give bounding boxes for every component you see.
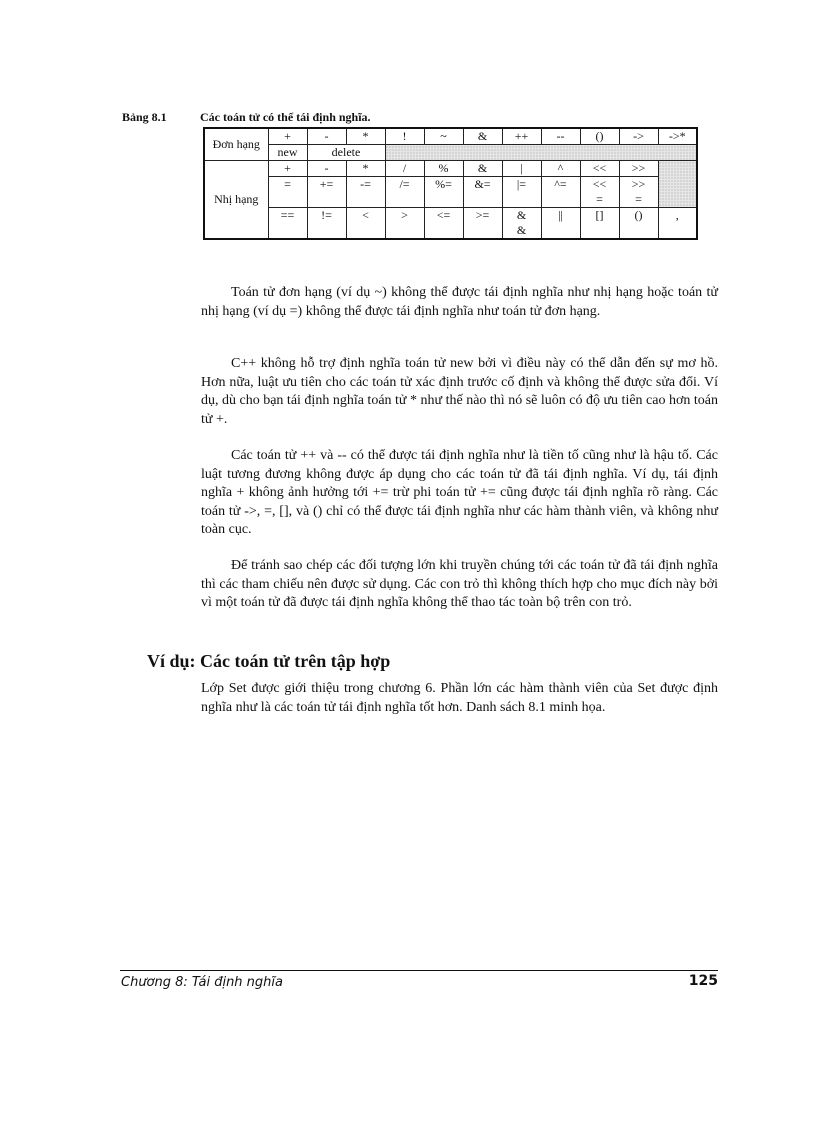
table-cell: | (502, 161, 541, 177)
table-cell: ! (385, 128, 424, 145)
table-cell: << (580, 161, 619, 177)
paragraph-text: Lớp Set được giới thiệu trong chương 6. Phần lớn các hàm thành viên của Set được định nghĩa như là các toán tử tái định nghĩa tốt hơn. Danh sách 8.1 minh họa. (201, 681, 718, 715)
table-cell: -> (619, 128, 658, 145)
table-cell: >> = (619, 177, 658, 208)
table-cell: -= (346, 177, 385, 208)
table-cell: - (307, 128, 346, 145)
section-paragraph (201, 680, 718, 717)
table-cell: != (307, 208, 346, 240)
paragraph-text: Để tránh sao chép các đối tượng lớn khi truyền chúng tới các toán tử đã tái định nghĩa thì các tham chiếu nên được sử dụng. Các con trỏ thì không thích hợp cho mục đích này bởi vì một toán tử đã được tái định nghĩa không thể thao tác toàn bộ trên con trỏ. (201, 558, 718, 611)
table-cell: /= (385, 177, 424, 208)
table-cell: , (658, 208, 697, 240)
table-cell: -- (541, 128, 580, 145)
table-cell: - (307, 161, 346, 177)
table-cell: * (346, 161, 385, 177)
footer-chapter: Chương 8: Tái định nghĩa (121, 975, 283, 990)
table-cell: %= (424, 177, 463, 208)
binary-row-3 (204, 208, 697, 240)
paragraph (201, 557, 718, 613)
table-cell: delete (307, 145, 385, 161)
table-cell: < (346, 208, 385, 240)
table-caption (122, 110, 371, 125)
unary-row-1 (204, 128, 697, 145)
paragraph (201, 447, 718, 540)
table-cell: % (424, 161, 463, 177)
table-cell: ~ (424, 128, 463, 145)
table-title: Các toán tử có thể tái định nghĩa. (200, 110, 371, 124)
table-cell: == (268, 208, 307, 240)
table-cell: <= (424, 208, 463, 240)
page-number: 125 (688, 973, 718, 989)
paragraph-text: C++ không hỗ trợ định nghĩa toán tử new bởi vì điều này có thể dẫn đến sự mơ hồ. Hơn nữa, luật ưu tiên cho các toán tử xác định trước cố định và không thể được sửa đổi. Ví dụ, dù cho bạn tái định nghĩa toán tử * như thế nào thì nó sẽ luôn có độ ưu tiên cao hơn toán tử +. (201, 356, 718, 427)
table-cell: & (463, 161, 502, 177)
shaded-cell (385, 145, 697, 161)
binary-label: Nhị hạng (204, 161, 268, 240)
paragraph (201, 284, 718, 321)
table-cell: || (541, 208, 580, 240)
table-cell: + (268, 128, 307, 145)
paragraph-text: Các toán tử ++ và -- có thể được tái định nghĩa như là tiền tố cũng như là hậu tố. Các luật tương đương không được áp dụng cho các toán tử đã tái định nghĩa. Ví dụ, tái định nghĩa + không ảnh hưởng tới += trừ phi toán tử += cũng được tái định nghĩa rõ ràng. Các toán tử ->, =, [], và () chỉ có thể được tái định nghĩa như các hàm thành viên, và không như toàn cục. (201, 448, 718, 538)
table-cell: () (619, 208, 658, 240)
binary-row-2 (204, 177, 697, 208)
table-cell: & (463, 128, 502, 145)
table-cell: >= (463, 208, 502, 240)
table-number: Bảng 8.1 (122, 110, 167, 124)
table-cell: ->* (658, 128, 697, 145)
unary-label: Đơn hạng (204, 128, 268, 161)
table-cell: += (307, 177, 346, 208)
section-heading: Ví dụ: Các toán tử trên tập hợp (147, 651, 391, 671)
table-cell: << = (580, 177, 619, 208)
footer-divider (120, 970, 718, 971)
paragraph (201, 355, 718, 429)
table-cell: |= (502, 177, 541, 208)
table-cell: / (385, 161, 424, 177)
table-cell: &= (463, 177, 502, 208)
table-cell: [] (580, 208, 619, 240)
table-cell: + (268, 161, 307, 177)
table-cell: * (346, 128, 385, 145)
table-cell: > (385, 208, 424, 240)
table-cell: () (580, 128, 619, 145)
table-cell: & & (502, 208, 541, 240)
table-cell: ++ (502, 128, 541, 145)
unary-row-2 (204, 145, 697, 161)
table-cell: new (268, 145, 307, 161)
table-cell: ^= (541, 177, 580, 208)
table-cell: >> (619, 161, 658, 177)
shaded-cell (658, 161, 697, 208)
binary-row-1 (204, 161, 697, 177)
table-cell: ^ (541, 161, 580, 177)
operators-table (203, 127, 698, 240)
paragraph-text: Toán tử đơn hạng (ví dụ ~) không thể được tái định nghĩa như nhị hạng hoặc toán tử nhị hạng (ví dụ =) không thể được tái định nghĩa như toán tử đơn hạng. (201, 285, 718, 319)
table-cell: = (268, 177, 307, 208)
